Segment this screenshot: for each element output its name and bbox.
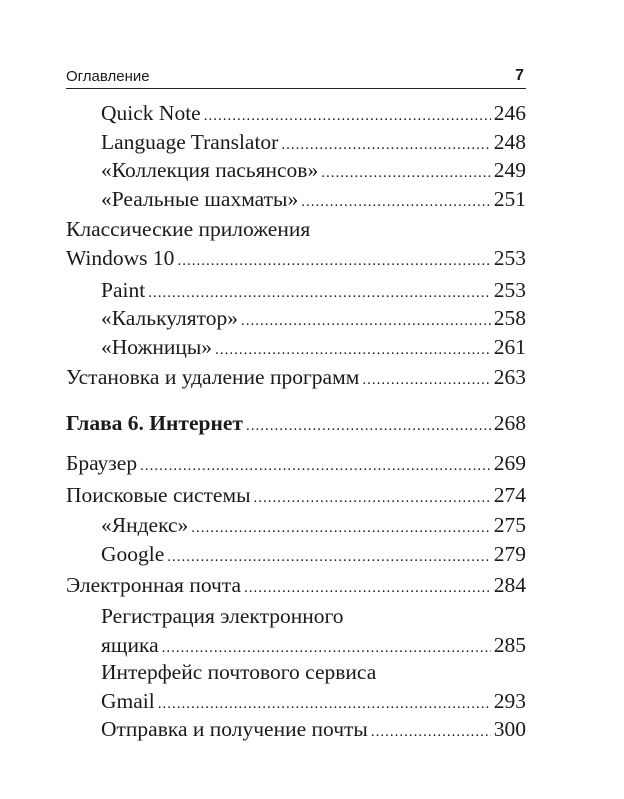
toc-entry-page: 258 <box>493 306 526 330</box>
toc-entry[interactable] <box>101 129 526 159</box>
toc-entry-title: Paint <box>101 278 146 302</box>
toc-entry-title: Электронная почта <box>66 573 242 597</box>
toc-entry-page: 269 <box>493 451 526 475</box>
toc-entry-title-line1: Регистрация электронного <box>101 604 344 628</box>
leader-dots <box>191 515 490 542</box>
toc-entry-page: 284 <box>493 573 526 597</box>
toc-entry-title: Language Translator <box>101 130 279 154</box>
toc-entry-title: «Коллекция пасьянсов» <box>101 158 319 182</box>
toc-entry-page: 251 <box>493 187 526 211</box>
leader-dots <box>204 103 491 130</box>
running-header <box>66 66 526 89</box>
toc-entry-title: Браузер <box>66 451 138 475</box>
toc-entry[interactable] <box>101 716 526 746</box>
toc-entry[interactable] <box>101 100 526 130</box>
leader-dots <box>362 367 490 394</box>
toc-entry[interactable] <box>66 216 526 275</box>
header-title: Оглавление <box>66 68 150 85</box>
leader-dots <box>254 485 491 512</box>
toc-entry-title: Глава 6. Интернет <box>66 411 243 435</box>
leader-dots <box>177 248 490 275</box>
toc-entry[interactable] <box>101 334 526 364</box>
toc-entry-title-line1: Интерфейс почтового сервиса <box>101 660 377 684</box>
leader-dots <box>148 280 491 307</box>
leader-dots <box>215 337 491 364</box>
leader-dots <box>246 413 491 440</box>
toc-entry[interactable] <box>101 277 526 307</box>
leader-dots <box>140 453 491 480</box>
leader-dots <box>371 719 491 746</box>
toc-entry[interactable] <box>101 603 526 662</box>
toc-entry[interactable] <box>101 305 526 335</box>
toc-entry-page: 248 <box>493 130 526 154</box>
toc-entry[interactable] <box>101 186 526 216</box>
toc-entry-title: Gmail <box>101 689 155 713</box>
toc-entry-title: Quick Note <box>101 101 201 125</box>
toc-entry-page: 300 <box>493 717 526 741</box>
toc-entry[interactable] <box>101 512 526 542</box>
leader-dots <box>301 189 491 216</box>
toc-entry-title: Windows 10 <box>66 246 175 270</box>
toc-entry-page: 263 <box>493 365 526 389</box>
leader-dots <box>162 635 491 662</box>
leader-dots <box>241 308 491 335</box>
toc-entry-title: Поисковые системы <box>66 483 251 507</box>
toc-entry[interactable] <box>101 541 526 571</box>
toc-entry[interactable] <box>101 659 526 718</box>
toc-entry-page: 249 <box>493 158 526 182</box>
toc-entry-page: 275 <box>493 513 526 537</box>
toc-chapter-entry[interactable] <box>66 410 526 440</box>
leader-dots <box>167 544 490 571</box>
toc-entry-title: «Яндекс» <box>101 513 189 537</box>
toc-entry[interactable] <box>101 157 526 187</box>
toc-entry-page: 293 <box>493 689 526 713</box>
toc-entry-page: 279 <box>493 542 526 566</box>
toc-entry-title: Отправка и получение почты <box>101 717 368 741</box>
toc-entry[interactable] <box>66 482 526 512</box>
toc-entry-page: 261 <box>493 335 526 359</box>
toc-entry-title: «Калькулятор» <box>101 306 238 330</box>
toc-entry-title: Google <box>101 542 165 566</box>
toc-entry-page: 253 <box>493 278 526 302</box>
toc-entry[interactable] <box>66 572 526 602</box>
toc-entry-title: Установка и удаление программ <box>66 365 360 389</box>
leader-dots <box>158 691 491 718</box>
toc-entry[interactable] <box>66 450 526 480</box>
leader-dots <box>321 160 491 187</box>
leader-dots <box>281 132 490 159</box>
toc-entry[interactable] <box>66 364 526 394</box>
toc-entry-title: «Ножницы» <box>101 335 213 359</box>
toc-entry-page: 268 <box>493 411 526 435</box>
leader-dots <box>244 575 491 602</box>
toc-entry-page: 253 <box>493 246 526 270</box>
toc-entry-title-line1: Классические приложения <box>66 217 311 241</box>
toc-entry-title: «Реальные шахматы» <box>101 187 299 211</box>
toc-entry-page: 274 <box>493 483 526 507</box>
header-page-number: 7 <box>515 67 524 84</box>
toc-entry-page: 246 <box>493 101 526 125</box>
toc-entry-title: ящика <box>101 633 159 657</box>
toc-entry-page: 285 <box>493 633 526 657</box>
